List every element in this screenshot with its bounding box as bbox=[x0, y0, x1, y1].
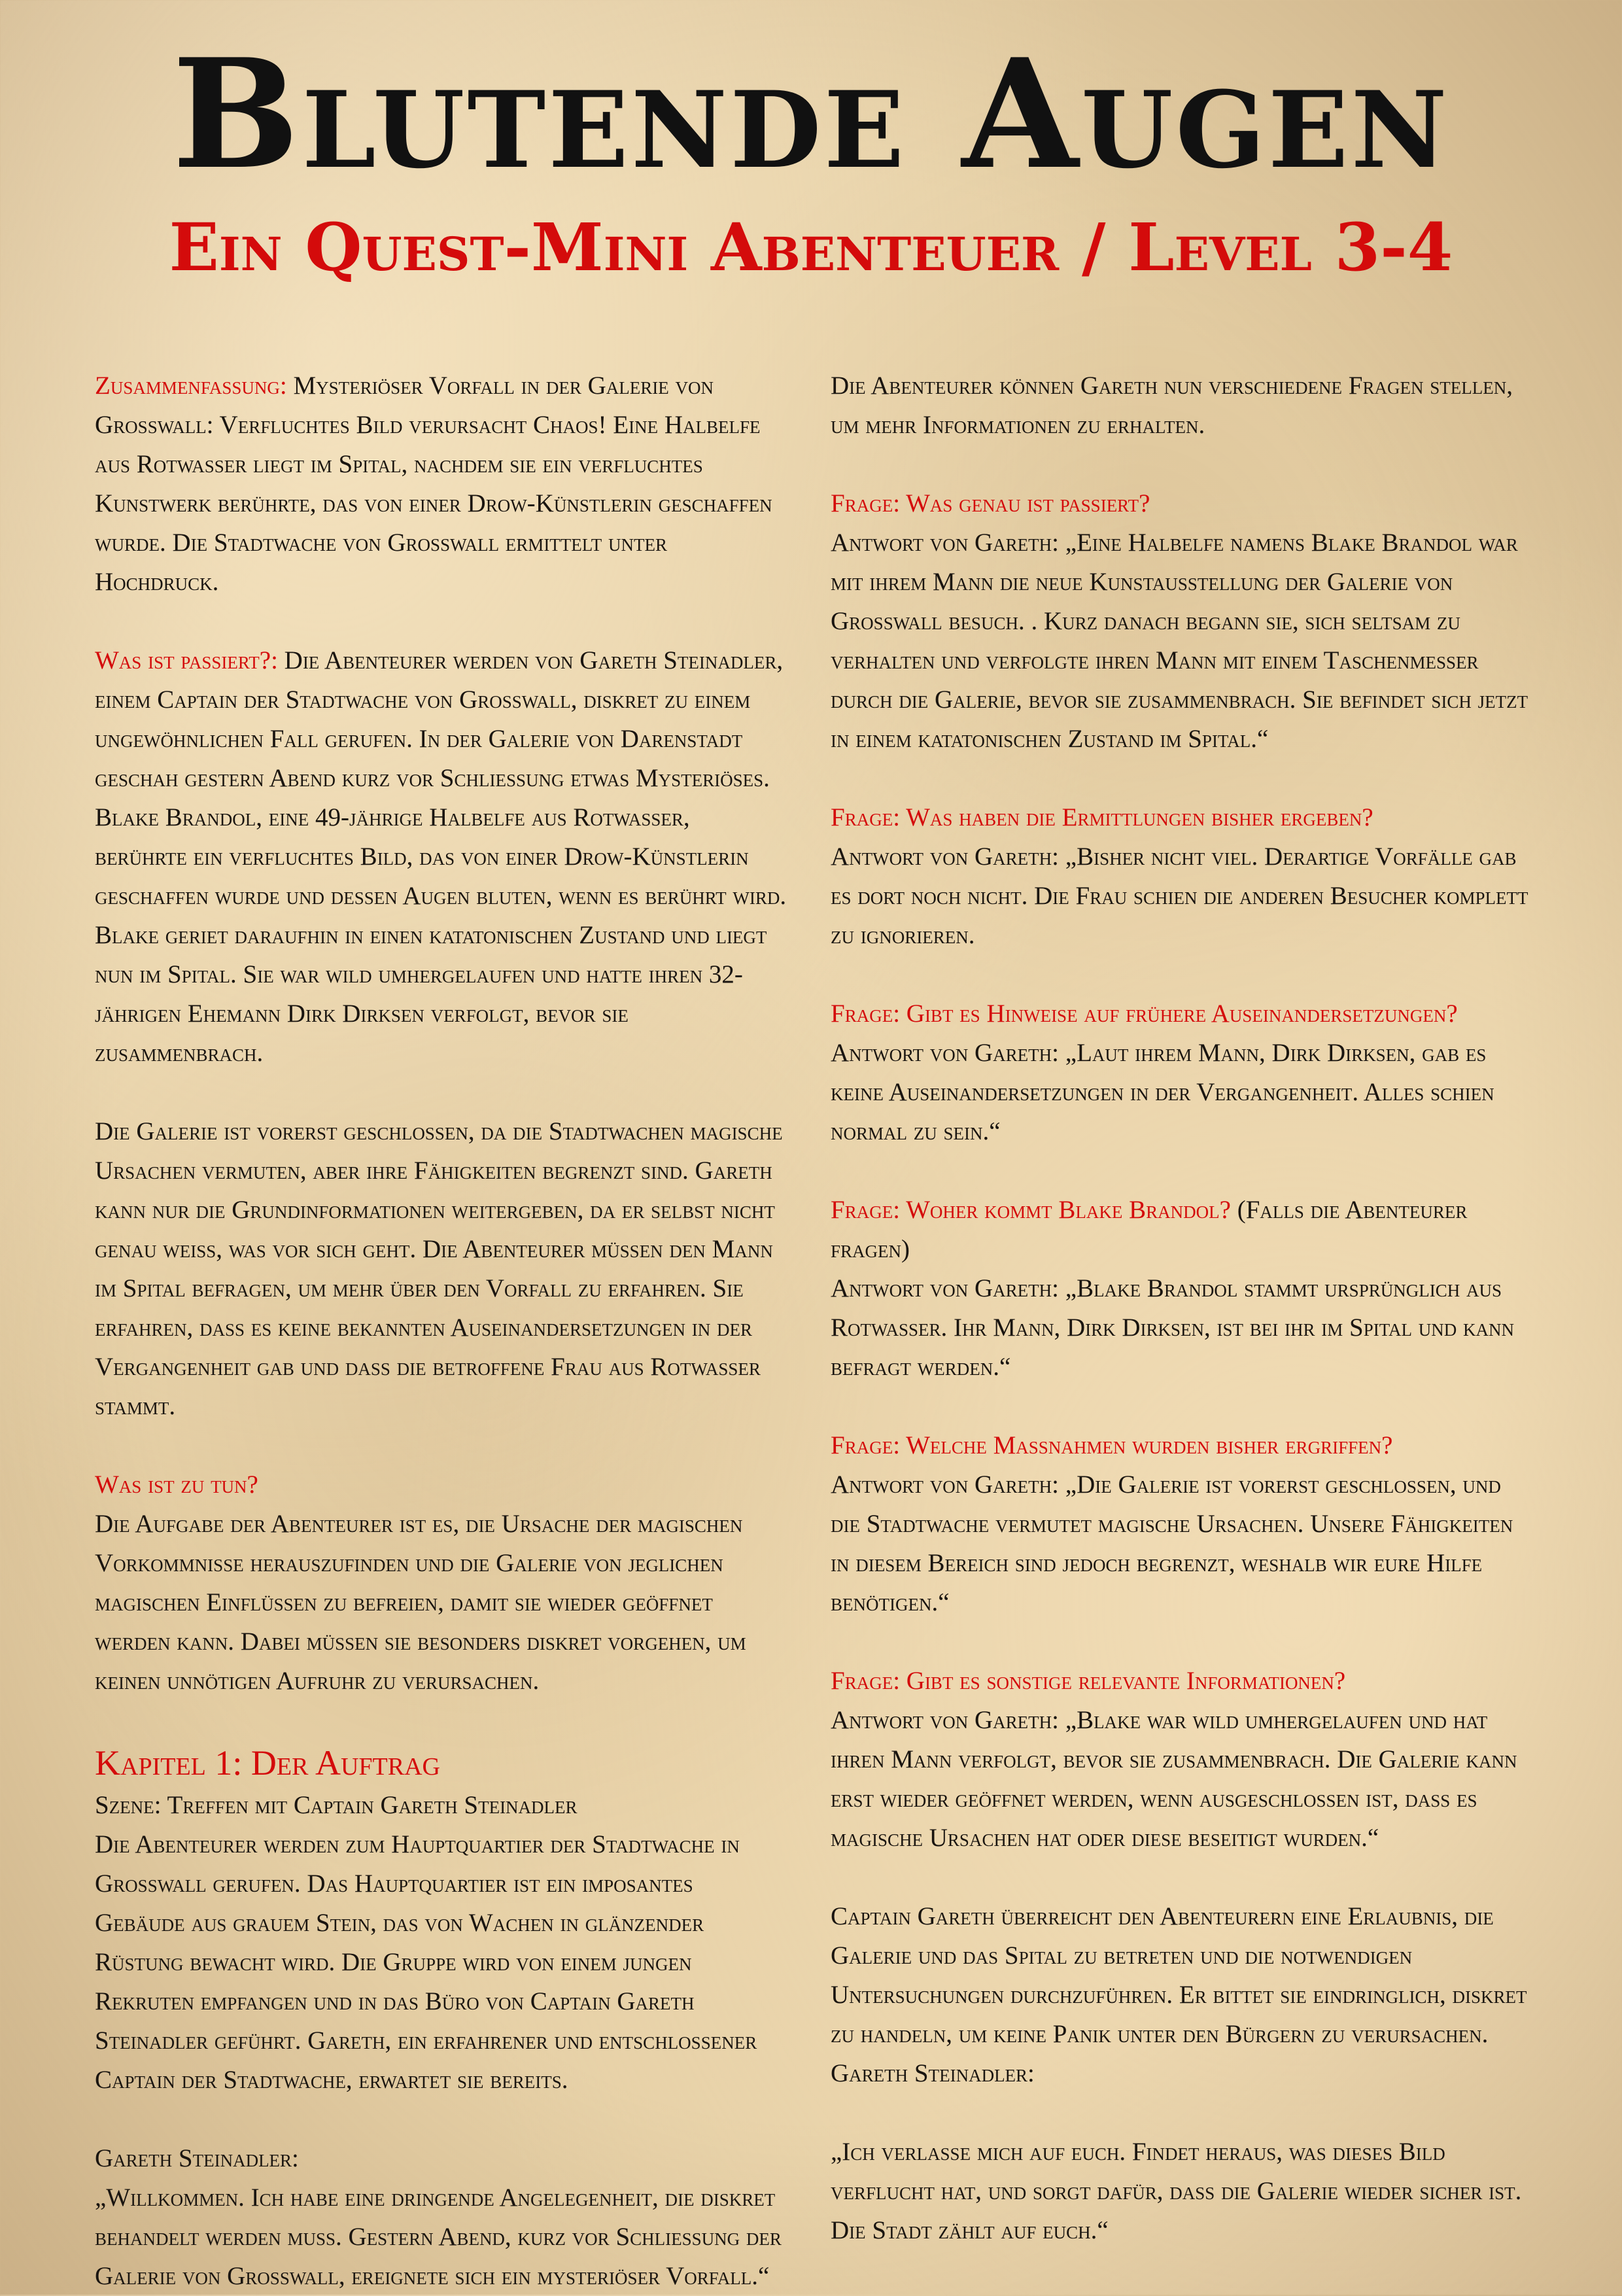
todo-text: Die Aufgabe der Abenteurer ist es, die Ursache der magischen Vorkommnisse herauszufinden und die Galerie von jeglichen magischen Einflüssen zu befreien, damit sie wieder geöffnet werden kann. Dabei müssen sie besonders diskret vorgehen, um keinen unnötigen Aufruhr zu verursachen. bbox=[95, 1510, 746, 1695]
gareth-quote: „Willkommen. Ich habe eine dringende Angelegenheit, die diskret behandelt werden muss. Gestern Abend, kurz vor Schliessung der Galerie von Grosswall, ereignete sich ein mysteriöser Vorfall.“ bbox=[95, 2183, 782, 2290]
qa-item bbox=[831, 994, 1530, 1151]
qa-item bbox=[831, 484, 1530, 759]
qa-question: Frage: Was haben die Ermittlungen bisher ergeben? bbox=[831, 803, 1373, 831]
left-column bbox=[95, 366, 788, 2296]
chapter-paragraph bbox=[95, 1786, 788, 2100]
qa-question: Frage: Gibt es sonstige relevante Informationen? bbox=[831, 1667, 1346, 1695]
qa-item bbox=[831, 1191, 1530, 1387]
qa-question: Frage: Was genau ist passiert? bbox=[831, 489, 1150, 517]
speaker-line: Gareth Steinadler: bbox=[95, 2144, 299, 2172]
qa-question-note: (Falls die Abenteurer fragen) bbox=[831, 1196, 1468, 1263]
what-happened-text: Die Abenteurer werden von Gareth Steinadler, einem Captain der Stadtwache von Grosswall, diskret zu einem ungewöhnlichen Fall gerufen. In der Galerie von Darenstadt geschah gestern Abend kurz vor Schliessung etwas Mysteriöses. Blake Brandol, eine 49-jährige Halbelfe aus Rotwasser, berührte ein verfluchtes Bild, das von einer Drow-Künstlerin geschaffen wurde und dessen Augen bluten, wenn es berührt wird. Blake geriet daraufhin in einen katatonischen Zustand und liegt nun im Spital. Sie war wild umhergelaufen und hatte ihren 32-jährigen Ehemann Dirk Dirksen verfolgt, bevor sie zusammenbrach. bbox=[95, 646, 787, 1067]
qa-question: Frage: Welche Massnahmen wurden bisher ergriffen? bbox=[831, 1431, 1393, 1459]
qa-item bbox=[831, 1661, 1530, 1858]
qa-answer: Antwort von Gareth: „Eine Halbelfe namens Blake Brandol war mit ihrem Mann die neue Kunstausstellung der Galerie von Grosswall besuch. . Kurz danach begann sie, sich seltsam zu verhalten und verfolgte ihren Mann mit einem Taschenmesser durch die Galerie, bevor sie zusammenbrach. Sie befindet sich jetzt in einem katatonischen Zustand im Spital.“ bbox=[831, 529, 1528, 753]
scene-line: Szene: Treffen mit Captain Gareth Steinadler bbox=[95, 1791, 578, 1819]
what-happened-paragraph bbox=[95, 641, 788, 1073]
chapter-text: Die Abenteurer werden zum Hauptquartier der Stadtwache in Grosswall gerufen. Das Hauptquartier ist ein imposantes Gebäude aus grauem Stein, das von Wachen in glänzender Rüstung bewacht wird. Die Gruppe wird von einem jungen Rekruten empfangen und in das Büro von Captain Gareth Steinadler geführt. Gareth, ein erfahrener und entschlossener Captain der Stadtwache, erwartet sie bereits. bbox=[95, 1830, 757, 2094]
summary-text: Mysteriöser Vorfall in der Galerie von Grosswall: Verfluchtes Bild verursacht Chaos! Eine Halbelfe aus Rotwasser liegt im Spital, nachdem sie ein verfluchtes Kunstwerk berührte, das von einer Drow-Künstlerin geschaffen wurde. Die Stadtwache von Grosswall ermittelt unter Hochdruck. bbox=[95, 372, 772, 596]
qa-item bbox=[831, 798, 1530, 955]
summary-label: Zusammenfassung: bbox=[95, 372, 287, 400]
qa-item bbox=[831, 1426, 1530, 1622]
qa-question: Frage: Woher kommt Blake Brandol? bbox=[831, 1196, 1231, 1224]
closing-paragraph bbox=[831, 1897, 1530, 2093]
final-quote: „Ich verlasse mich auf euch. Findet heraus, was dieses Bild verflucht hat, und sorgt dafür, dass die Galerie wieder sicher ist. Die Stadt zählt auf euch.“ bbox=[831, 2138, 1522, 2244]
page-title: Blutende Augen bbox=[172, 26, 1450, 203]
qa-answer: Antwort von Gareth: „Die Galerie ist vorerst geschlossen, und die Stadtwache vermutet magische Ursachen. Unsere Fähigkeiten in diesem Bereich sind jedoch begrenzt, weshalb wir eure Hilfe benötigen.“ bbox=[831, 1470, 1513, 1616]
what-happened-label: Was ist passiert?: bbox=[95, 646, 278, 674]
qa-question: Frage: Gibt es Hinweise auf frühere Auseinandersetzungen? bbox=[831, 1000, 1458, 1028]
questions-intro: Die Abenteurer können Gareth nun verschiedene Fragen stellen, um mehr Informationen zu erhalten. bbox=[831, 372, 1513, 439]
qa-answer: Antwort von Gareth: „Blake Brandol stammt ursprünglich aus Rotwasser. Ihr Mann, Dirk Dirksen, ist bei ihr im Spital und kann befragt werden.“ bbox=[831, 1274, 1515, 1381]
qa-answer: Antwort von Gareth: „Blake war wild umhergelaufen und hat ihren Mann verfolgt, bevor sie zusammenbrach. Die Galerie kann erst wieder geöffnet werden, wenn ausgeschlossen ist, dass es magische Ursachen hat oder diese beseitigt wurden.“ bbox=[831, 1706, 1517, 1852]
summary-paragraph bbox=[95, 366, 788, 602]
qa-answer: Antwort von Gareth: „Laut ihrem Mann, Dirk Dirksen, gab es keine Auseinandersetzungen in der Vergangenheit. Alles schien normal zu sein.“ bbox=[831, 1039, 1494, 1145]
todo-paragraph bbox=[95, 1465, 788, 1701]
qa-answer: Antwort von Gareth: „Bisher nicht viel. Derartige Vorfälle gab es dort noch nicht. Die Frau schien die anderen Besucher komplett zu ignorieren. bbox=[831, 843, 1528, 949]
right-column bbox=[831, 366, 1530, 2250]
chapter-heading: Kapitel 1: Der Auftrag bbox=[95, 1743, 440, 1783]
todo-label: Was ist zu tun? bbox=[95, 1470, 258, 1499]
closing-speaker: Gareth Steinadler: bbox=[831, 2059, 1035, 2087]
closing-text: Captain Gareth überreicht den Abenteurern eine Erlaubnis, die Galerie und das Spital zu betreten und die notwendigen Untersuchungen durchzuführen. Er bittet sie eindringlich, diskret zu handeln, um keine Panik unter den Bürgern zu verursachen. bbox=[831, 1902, 1527, 2048]
page-subtitle: Ein Quest-Mini Abenteuer / Level 3-4 bbox=[169, 209, 1453, 286]
gallery-closed-paragraph: Die Galerie ist vorerst geschlossen, da die Stadtwachen magische Ursachen vermuten, aber ihre Fähigkeiten begrenzt sind. Gareth kann nur die Grundinformationen weitergeben, da er selbst nicht genau weiss, was vor sich geht. Die Abenteurer müssen den Mann im Spital befragen, um mehr über den Vorfall zu erfahren. Sie erfahren, dass es keine bekannten Auseinandersetzungen in der Vergangenheit gab und dass die betroffene Frau aus Rotwasser stammt. bbox=[95, 1117, 783, 1420]
